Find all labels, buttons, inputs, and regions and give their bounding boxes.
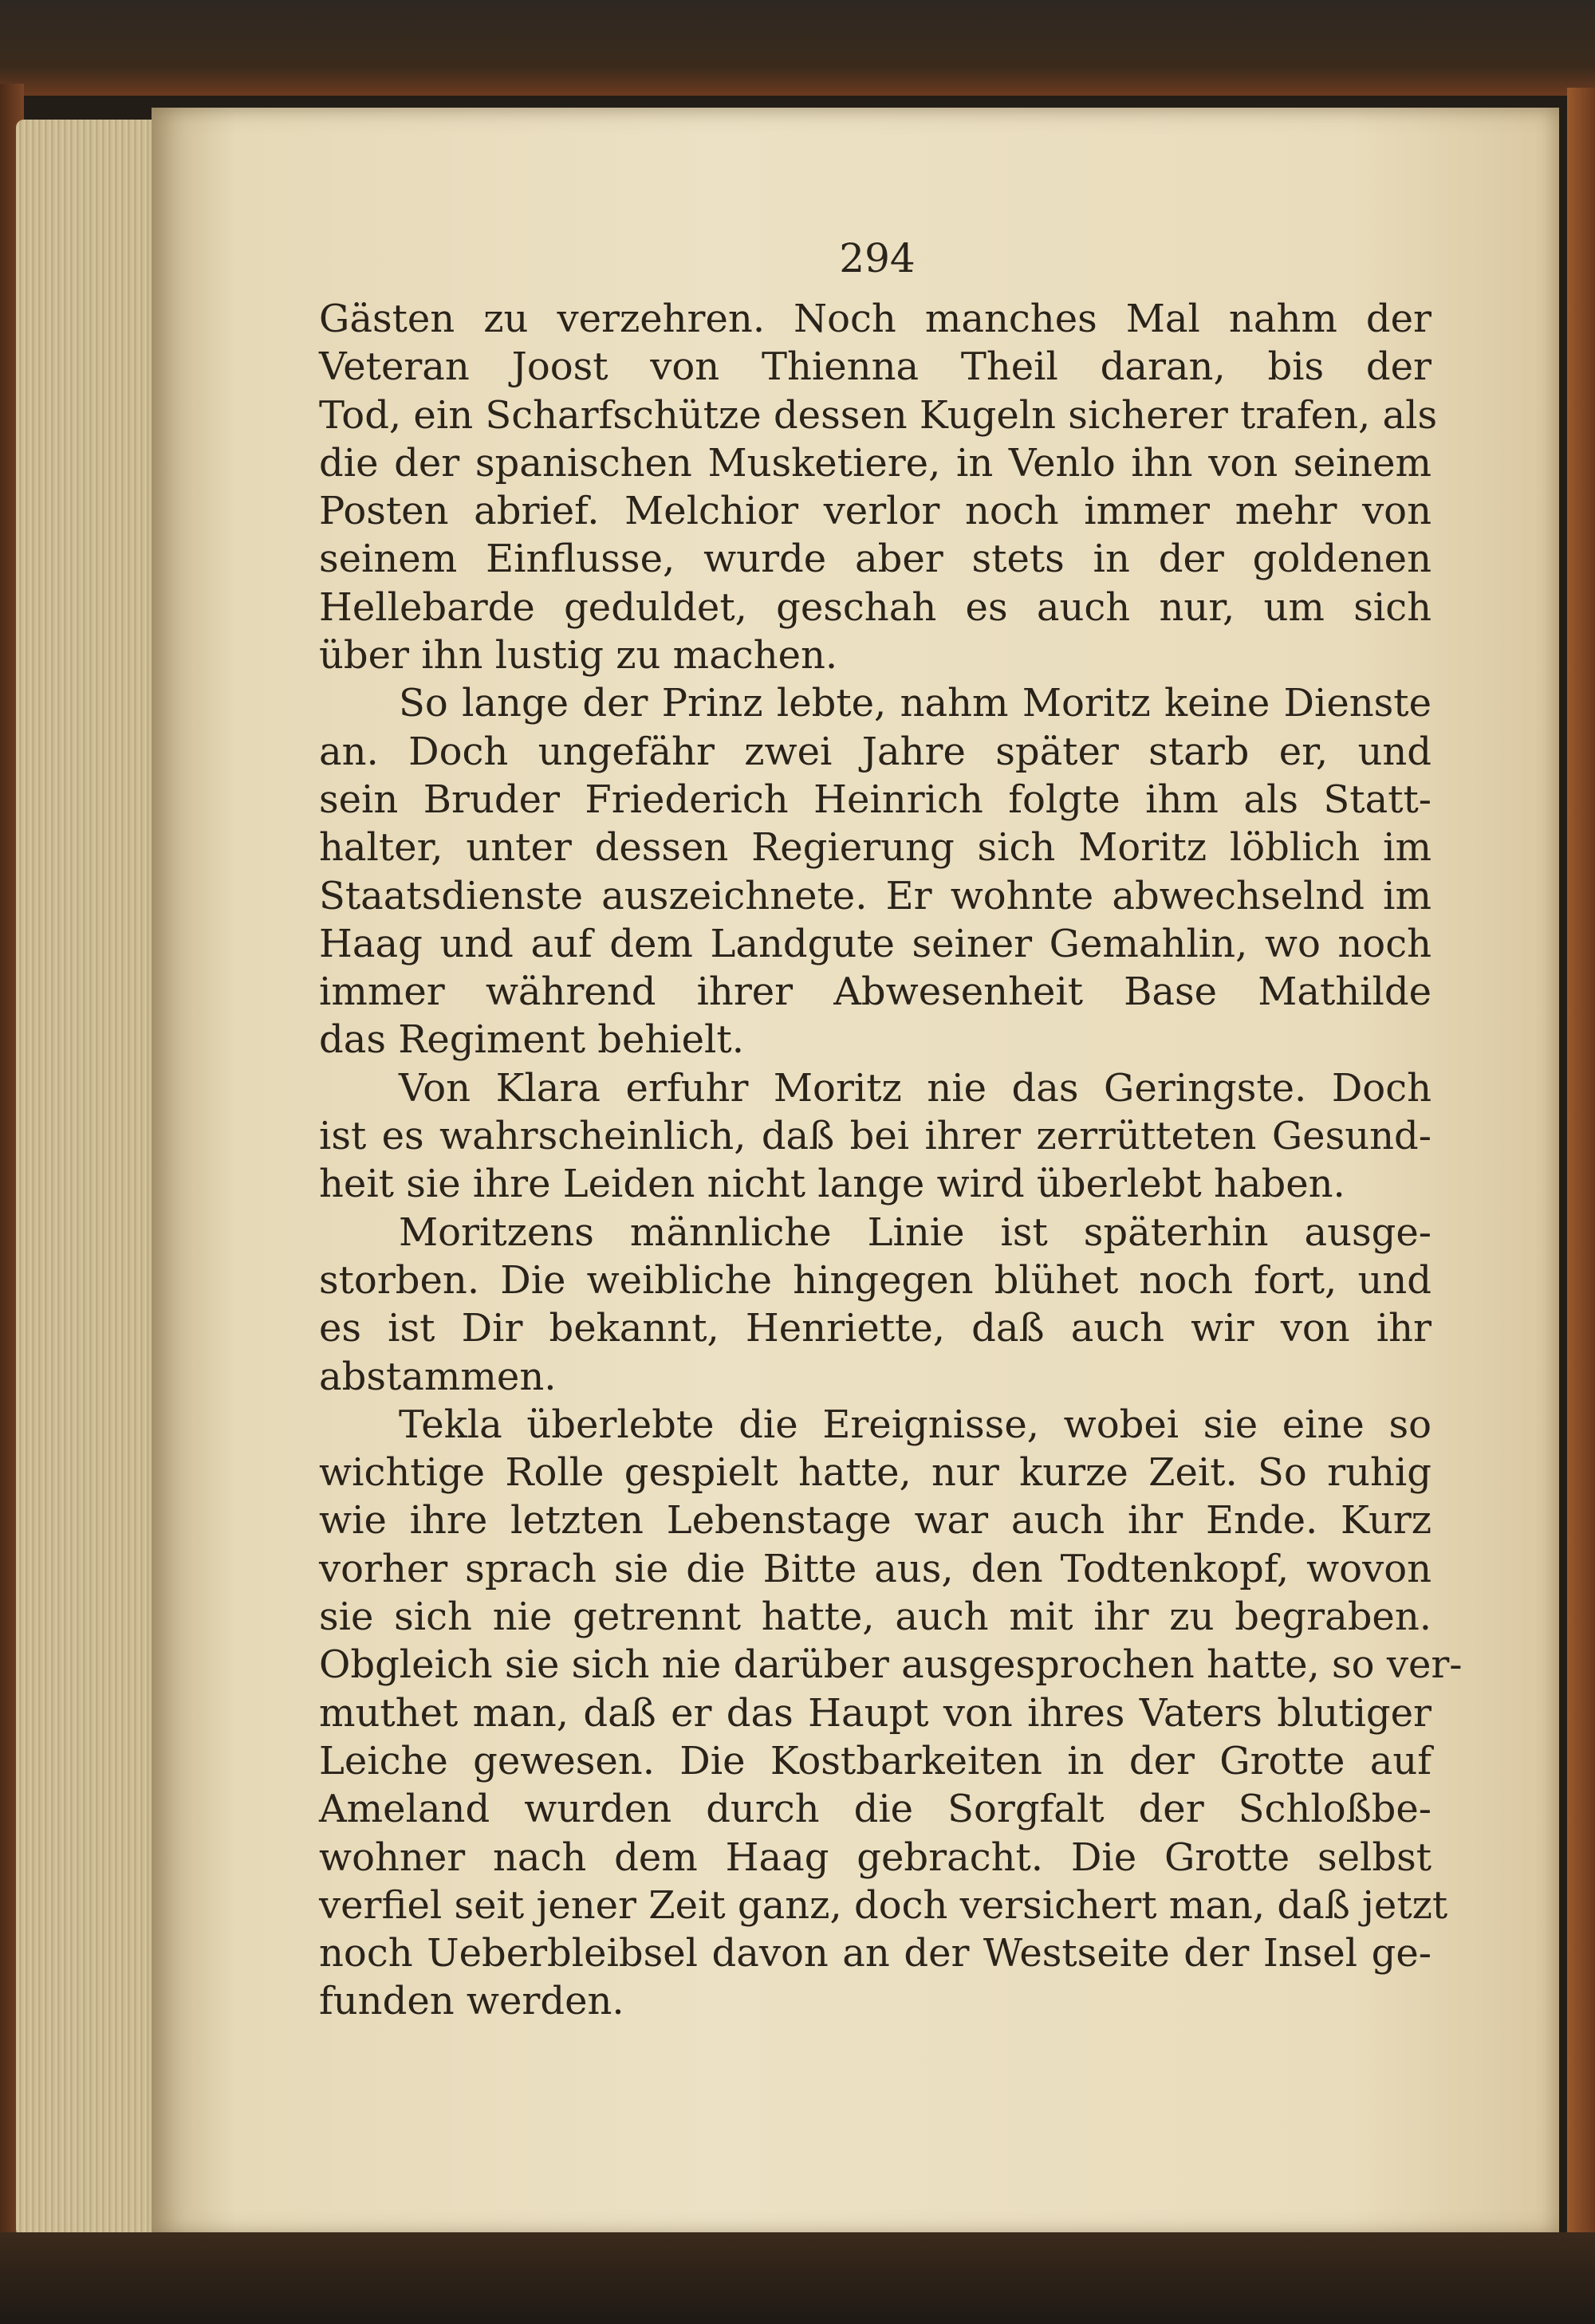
text-line: über ihn lustig zu machen. bbox=[319, 633, 838, 678]
text-line: sie sich nie getrennt hatte, auch mit ihr zu begraben. bbox=[319, 1595, 1432, 1640]
text-line: Haag und auf dem Landgute seiner Gemahlin, wo noch bbox=[319, 921, 1432, 966]
text-line: noch Ueberbleibsel davon an der Westseite der Insel ge- bbox=[319, 1931, 1432, 1976]
book-spine-bottom bbox=[0, 2232, 1595, 2324]
text-line: immer während ihrer Abwesenheit Base Mathilde bbox=[319, 969, 1432, 1015]
book-spine-top bbox=[0, 0, 1595, 96]
text-line: wie ihre letzten Lebenstage war auch ihr Ende. Kurz bbox=[319, 1498, 1432, 1543]
text-line: Staatsdienste auszeichnete. Er wohnte abwechselnd im bbox=[319, 873, 1432, 918]
text-line: Leiche gewesen. Die Kostbarkeiten in der Grotte auf bbox=[319, 1738, 1432, 1783]
text-line: die der spanischen Musketiere, in Venlo ihn von seinem bbox=[319, 440, 1432, 486]
text-line: storben. Die weibliche hingegen blühet noch fort, und bbox=[319, 1257, 1432, 1303]
page-body-text bbox=[319, 295, 1463, 2026]
page-number: 294 bbox=[839, 235, 916, 281]
text-line: seinem Einflusse, wurde aber stets in der goldenen bbox=[319, 537, 1432, 582]
text-line: wichtige Rolle gespielt hatte, nur kurze Zeit. So ruhig bbox=[319, 1450, 1432, 1496]
text-line: vorher sprach sie die Bitte aus, den Todtenkopf, wovon bbox=[319, 1546, 1432, 1591]
text-line: funden werden. bbox=[319, 1979, 624, 2024]
text-line: Obgleich sie sich nie darüber ausgesprochen hatte, so ver- bbox=[319, 1642, 1463, 1688]
cover-leather-right bbox=[1567, 88, 1595, 2240]
text-line: So lange der Prinz lebte, nahm Moritz keine Dienste bbox=[399, 681, 1432, 726]
text-line: an. Doch ungefähr zwei Jahre später starb er, und bbox=[319, 729, 1432, 774]
text-line: Von Klara erfuhr Moritz nie das Geringste. Doch bbox=[399, 1065, 1432, 1111]
text-line: sein Bruder Friederich Heinrich folgte ihm als Statt- bbox=[319, 777, 1432, 822]
text-line: Tod, ein Scharfschütze dessen Kugeln sicherer trafen, als bbox=[319, 392, 1438, 438]
text-line: Gästen zu verzehren. Noch manches Mal nahm der bbox=[319, 297, 1432, 341]
text-line: Hellebarde geduldet, geschah es auch nur, um sich bbox=[319, 584, 1432, 630]
text-line: Ameland wurden durch die Sorgfalt der Schloßbe- bbox=[319, 1787, 1432, 1832]
text-line: Moritzens männliche Linie ist späterhin ausge- bbox=[399, 1209, 1432, 1255]
text-line: wohner nach dem Haag gebracht. Die Grotte selbst bbox=[319, 1834, 1432, 1880]
text-line: Posten abrief. Melchior verlor noch immer mehr von bbox=[319, 489, 1432, 534]
page-edges-stack bbox=[16, 120, 160, 2240]
text-line: ist es wahrscheinlich, daß bei ihrer zerrütteten Gesund- bbox=[319, 1114, 1432, 1159]
text-line: heit sie ihre Leiden nicht lange wird überlebt haben. bbox=[319, 1162, 1345, 1207]
text-line: Veteran Joost von Thienna Theil daran, bis der bbox=[319, 344, 1432, 390]
text-line: Tekla überlebte die Ereignisse, wobei sie eine so bbox=[399, 1402, 1432, 1447]
text-line: muthet man, daß er das Haupt von ihres Vaters blutiger bbox=[319, 1690, 1432, 1736]
text-line: halter, unter dessen Regierung sich Moritz löblich im bbox=[319, 825, 1432, 871]
text-line: es ist Dir bekannt, Henriette, daß auch wir von ihr bbox=[319, 1306, 1432, 1351]
text-line: das Regiment behielt. bbox=[319, 1017, 744, 1063]
text-line: verfiel seit jener Zeit ganz, doch versichert man, daß jetzt bbox=[319, 1882, 1448, 1928]
text-line: abstammen. bbox=[319, 1354, 557, 1399]
